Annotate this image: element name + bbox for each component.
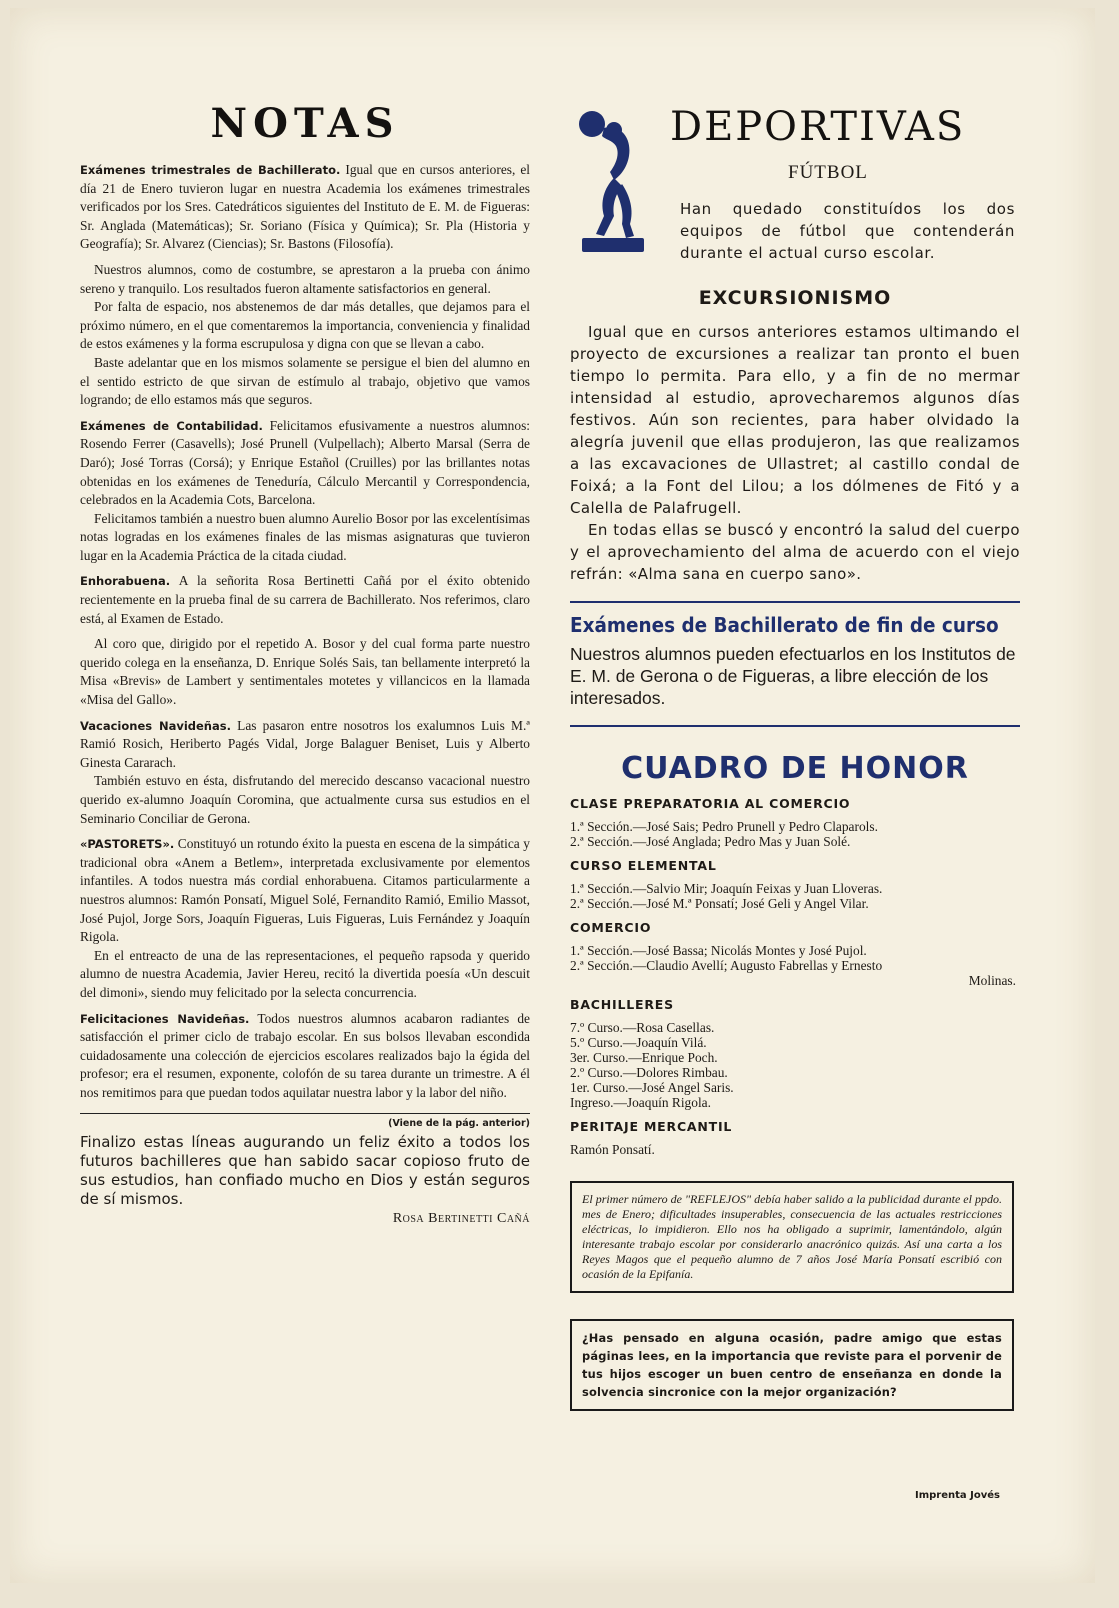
notas-blocks — [80, 161, 530, 1103]
honor-section-title: PERITAJE MERCANTIL — [570, 1119, 733, 1134]
honor-section — [570, 1119, 1020, 1157]
honor-line: 2.º Curso.—Dolores Rimbau. — [570, 1065, 728, 1080]
note-block: Felicitamos también a nuestro buen alumno Aurelio Bosor por las excelentísimas notas logradas en los exámenes finales de las mismas asignaturas que tuvieron lugar en la Academia Práctica de la citada ciudad. — [80, 510, 530, 563]
honor-line: 1.ª Sección.—José Bassa; Nicolás Montes y José Pujol. — [570, 943, 867, 958]
note-block: Exámenes trimestrales de Bachillerato. Igual que en cursos anteriores, el día 21 de Enero tuvieron lugar en nuestra Academia los exámenes trimestrales verificados por los Sres. Catedráticos siguientes del Instituto de E. M. de Figueras: Sr. Anglada (Matemáticas); Sr. Soriano (Física y Química); Sr. Pla (Historia y Geografía); Sr. Alvarez (Ciencias); Sr. Bastons (Filosofía). — [80, 162, 531, 252]
padre-question-text: ¿Has pensado en alguna ocasión, padre amigo que estas páginas lees, en la importancia que reviste para el porvenir de tus hijos escoger un buen centro de enseñanza en donde la solvencia sincronice con la mejor organización? — [582, 1331, 1002, 1399]
honor-section-title: COMERCIO — [570, 920, 652, 935]
honor-section — [570, 796, 1020, 849]
note-block: Baste adelantar que en los mismos solamente se persigue el bien del alumno en el sentido estricto de que sirvan de estímulo al trabajo, objetivo que vamos logrando; de ello estamos más que seguros. — [80, 354, 530, 408]
honor-line: 1.ª Sección.—José Sais; Pedro Prunell y Pedro Claparols. — [570, 819, 878, 834]
note-block: Por falta de espacio, nos abstenemos de dar más detalles, que dejamos para el próximo número, en el que comentaremos la importancia, conveniencia y finalidad de estos exámenes y la forma escrupulosa y digna con que se llevan a cabo. — [80, 299, 530, 352]
futbol-heading: FÚTBOL — [788, 162, 868, 183]
newsletter-page — [10, 8, 1095, 1583]
deportivas-header — [570, 100, 1020, 265]
honor-line: Molinas. — [968, 973, 1016, 988]
note-block: También estuvo en ésta, disfrutando del merecido descanso vacacional nuestro querido ex-alumno Joaquín Coromina, que actualmente cursa sus estudios en el Seminario Conciliar de Gerona. — [80, 773, 530, 826]
honor-line: 7.º Curso.—Rosa Casellas. — [570, 1020, 715, 1035]
note-block: Exámenes de Contabilidad. Felicitamos efusivamente a nuestros alumnos: Rosendo Ferrer (Casavells); José Prunell (Vulpellach); Alberto Marsal (Serra de Daró); José Torras (Corsá); y Enrique Estañol (Cruilles) por las brillantes notas obtenidas en los exámenes de Teneduría, Cálculo Mercantil y Correspondencia, celebrados en la Academia Cots, Barcelona. — [80, 417, 531, 508]
reflejos-notice-box — [570, 1181, 1014, 1293]
honor-line: 1.ª Sección.—Salvio Mir; Joaquín Feixas y Juan Lloveras. — [570, 881, 883, 896]
deportivas-title: DEPORTIVAS — [670, 104, 966, 150]
honor-line: 2.ª Sección.—José Anglada; Pedro Mas y Juan Solé. — [570, 834, 851, 849]
note-block: «PASTORETS». Constituyó un rotundo éxito la puesta en escena de la simpática y tradicional obra «Anem a Betlem», interpretada exclusivamente por elementos infantiles. A todos nuestra más cordial enhorabuena. Citamos particularmente a nuestros alumnos: Ramón Ponsatí, Miguel Solé, Fernandito Ramió, Emilio Massot, José Pujol, Jorge Sors, Joaquín Figueras, Luis Figueras, Luis Fernández y Joaquín Rigola. — [80, 836, 530, 945]
honor-line: 1er. Curso.—José Angel Saris. — [570, 1080, 734, 1095]
closing-paragraph: Finalizo estas líneas augurando un feliz éxito a todos los futuros bachilleres que han sabido sacar copioso fruto de sus estudios, han confiado mucho en Dios y están seguros de sí mismos. — [80, 1132, 530, 1208]
note-block: Felicitaciones Navideñas. Todos nuestros alumnos acabaron radiantes de satisfacción el primer ciclo de trabajo escolar. En sus bolsos llevaban escondida cuidadosamente una colección de ejercicios escolares realizados bajo la égida del profesor; era el resumen, exponente, colofón de su tarea durante un trimestre. A él nos remitimos para que puedan todos aquilatar nuestra labor y la labor del niño. — [80, 1010, 530, 1100]
honor-line: Ramón Ponsatí. — [570, 1142, 655, 1157]
honor-line: 5.º Curso.—Joaquín Vilá. — [570, 1035, 707, 1050]
imprenta-credit: Imprenta Jovés — [915, 1490, 1000, 1501]
exam-fin-curso-title: Exámenes de Bachillerato de fin de curso — [570, 613, 999, 637]
honor-section — [570, 858, 1020, 911]
continued-tag: (Viene de la pág. anterior) — [388, 1117, 530, 1129]
note-block: Nuestros alumnos, como de costumbre, se aprestaron a la prueba con ánimo sereno y tranquilo. Los resultados fueron altamente satisfactorios en general. — [80, 261, 530, 296]
honor-line: Ingreso.—Joaquín Rigola. — [570, 1095, 711, 1110]
divider — [570, 601, 1020, 603]
notas-column — [80, 100, 530, 1227]
honor-line: 3er. Curso.—Enrique Poch. — [570, 1050, 718, 1065]
divider — [80, 1113, 530, 1114]
honor-section-title: CURSO ELEMENTAL — [570, 858, 717, 873]
honor-section-title: CLASE PREPARATORIA AL COMERCIO — [570, 796, 851, 811]
honor-line: 2.ª Sección.—José M.ª Ponsatí; José Geli y Angel Vilar. — [570, 896, 869, 911]
honor-section-title: BACHILLERES — [570, 997, 674, 1012]
reflejos-notice-text: El primer número de "REFLEJOS" debía haber salido a la publicidad durante el ppdo. mes de Enero; dificultades insuperables, consecuencia de las actuales restricciones eléctricas, lo impidieron. Ello nos ha obligado a suprimir, lamentándolo, algún interesante trabajo escolar por considerarlo anacrónico quizás. Así una carta a los Reyes Magos que el pequeño alumno de 7 años José María Ponsatí escribió con ocasión de la Epifanía. — [582, 1192, 1002, 1281]
padre-question-box — [570, 1319, 1014, 1411]
note-block: En el entreacto de una de las representaciones, el pequeño rapsoda y querido alumno de nuestra Academia, Javier Hereu, recitó la divertida poesía «Un descuit del dimoni», siendo muy felicitado por la selecta concurrencia. — [80, 947, 530, 1000]
note-block: Vacaciones Navideñas. Las pasaron entre nosotros los exalumnos Luis M.ª Ramió Rosich, Heriberto Pagés Vidal, Jorge Balaguer Beniset, Luis y Alberto Ginesta Cararach. — [80, 717, 530, 770]
notas-title: NOTAS — [210, 100, 400, 147]
excursionismo-heading: EXCURSIONISMO — [698, 287, 892, 309]
note-block: Enhorabuena. A la señorita Rosa Bertinetti Cañá por el éxito obtenido recientemente en la prueba final de su carrera de Bachillerato. Nos referimos, claro está, al Examen de Estado. — [80, 573, 530, 626]
excursionismo-paragraph: En todas ellas se buscó y encontró la salud del cuerpo y el aprovechamiento del alma de acuerdo con el viejo refrán: «Alma sana en cuerpo sano». — [570, 521, 1020, 583]
honor-line: 2.ª Sección.—Claudio Avellí; Augusto Fabrellas y Ernesto — [570, 958, 883, 973]
futbol-text: Han quedado constituídos los dos equipos de fútbol que contenderán durante el actual curso escolar. — [680, 200, 1015, 262]
exam-fin-curso-text: Nuestros alumnos pueden efectuarlos en los Institutos de E. M. de Gerona o de Figueras, a libre elección de los interesados. — [570, 644, 1016, 708]
cuadro-honor-title: CUADRO DE HONOR — [621, 751, 969, 786]
note-block: Al coro que, dirigido por el repetido A. Bosor y del cual forma parte nuestro querido colega en la enseñanza, D. Enrique Solés Sais, tan bellamente interpretó la Misa «Brevis» de Lambert y sentimentales motetes y villancicos en la llamada «Misa del Gallo». — [80, 636, 530, 708]
deportivas-column — [570, 100, 1020, 1411]
signature: Rosa Bertinetti Cañá — [392, 1210, 530, 1226]
discus-thrower-icon — [574, 106, 652, 256]
honor-section — [570, 997, 1020, 1110]
excursionismo-paragraph: Igual que en cursos anteriores estamos ultimando el proyecto de excursiones a realizar tan pronto el buen tiempo lo permita. Para ello, y a fin de no mermar intensidad al estudio, aprovecharemos algunos días festivos. Aún son recientes, para haber olvidado la alegría juvenil que ellas produjeron, las que realizamos a las excavaciones de Ullastret; al castillo condal de Foixá; a la Font del Lilou; a los dólmenes de Fitó y a Calella de Palafrugell. — [570, 323, 1020, 517]
divider — [570, 725, 1020, 727]
honor-section — [570, 920, 1020, 988]
